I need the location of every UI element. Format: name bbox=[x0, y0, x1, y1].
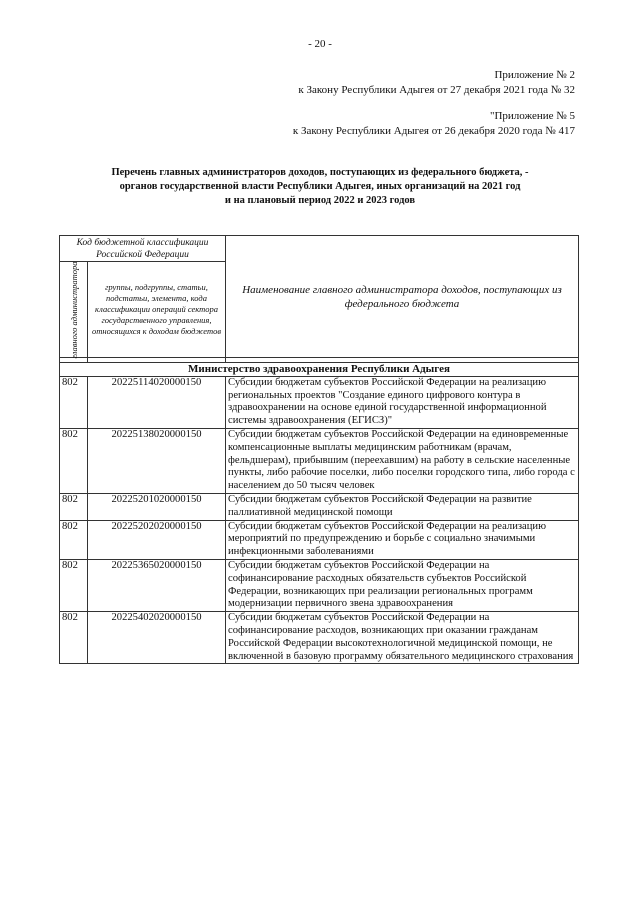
table-row bbox=[60, 559, 579, 611]
appendix-prior-title: "Приложение № 5 bbox=[489, 110, 575, 122]
income-code-cell: 20225114020000150 bbox=[88, 376, 226, 428]
admin-code-cell: 802 bbox=[60, 493, 88, 520]
header-types-column: группы, подгруппы, статьи, подстатьи, элемента, кода классификации операций сектора государственного управления, относящихся к доходам бюджетов bbox=[88, 262, 226, 358]
header-admin-cell bbox=[60, 262, 88, 358]
appendix-prior bbox=[293, 109, 575, 139]
admin-code-cell: 802 bbox=[60, 559, 88, 611]
table-row bbox=[60, 376, 579, 428]
income-name-cell: Субсидии бюджетам субъектов Российской Федерации на единовременные компенсационные выплаты медицинским работникам (врачам, фельдшерам), прибывшим (переехавшим) на работу в сельские населенные пункты, либо рабочие поселки, либо поселки городского типа, либо города с населением до 50 тысяч человек bbox=[226, 428, 579, 493]
document-title bbox=[60, 166, 580, 208]
document-title-line-2: органов государственной власти Республики Адыгея, иных организаций на 2021 год bbox=[119, 181, 521, 192]
admin-code-cell: 802 bbox=[60, 612, 88, 664]
income-code-cell: 20225402020000150 bbox=[88, 612, 226, 664]
income-code-cell: 20225365020000150 bbox=[88, 559, 226, 611]
income-code-cell: 20225202020000150 bbox=[88, 520, 226, 559]
income-code-cell: 20225138020000150 bbox=[88, 428, 226, 493]
table-row bbox=[60, 520, 579, 559]
header-admin-column: главного администратора bbox=[68, 260, 79, 359]
table-body bbox=[60, 376, 579, 664]
page-number: - 20 - bbox=[308, 38, 332, 50]
appendix-current-title: Приложение № 2 bbox=[494, 69, 575, 81]
income-name-cell: Субсидии бюджетам субъектов Российской Федерации на софинансирование расходов, возникающих при оказании гражданам Российской Федерации высокотехнологичной медицинской помощи, не включенной в базовую программу обязательного медицинского страхования bbox=[226, 612, 579, 664]
table-row bbox=[60, 612, 579, 664]
table-row bbox=[60, 493, 579, 520]
income-name-cell: Субсидии бюджетам субъектов Российской Федерации на развитие паллиативной медицинской помощи bbox=[226, 493, 579, 520]
admin-code-cell: 802 bbox=[60, 428, 88, 493]
appendix-current-law: к Закону Республики Адыгея от 27 декабря 2021 года № 32 bbox=[298, 84, 575, 96]
income-name-cell: Субсидии бюджетам субъектов Российской Федерации на реализацию региональных проектов "Создание единого цифрового контура в здравоохранении на основе единой государственной информационной системы здравоохранения (ЕГИСЗ)" bbox=[226, 376, 579, 428]
appendix-prior-law: к Закону Республики Адыгея от 26 декабря 2020 года № 417 bbox=[292, 125, 575, 137]
document-title-line-1: Перечень главных администраторов доходов, поступающих из федерального бюджета, - bbox=[111, 167, 529, 178]
header-kbk: Код бюджетной классификации Российской Федерации bbox=[60, 236, 226, 262]
section-title: Министерство здравоохранения Республики Адыгея bbox=[60, 363, 579, 377]
header-name-column: Наименование главного администратора доходов, поступающих из федерального бюджета bbox=[226, 236, 579, 358]
income-code-cell: 20225201020000150 bbox=[88, 493, 226, 520]
admin-code-cell: 802 bbox=[60, 520, 88, 559]
header-row-1 bbox=[60, 236, 579, 262]
administrators-table bbox=[59, 235, 579, 664]
admin-code-cell: 802 bbox=[60, 376, 88, 428]
document-title-line-3: и на плановый период 2022 и 2023 годов bbox=[224, 195, 416, 206]
section-row bbox=[60, 363, 579, 377]
appendix-current bbox=[298, 68, 575, 98]
table-row bbox=[60, 428, 579, 493]
income-name-cell: Субсидии бюджетам субъектов Российской Федерации на реализацию мероприятий по предупреждению и борьбе с социально значимыми инфекционными заболеваниями bbox=[226, 520, 579, 559]
income-name-cell: Субсидии бюджетам субъектов Российской Федерации на софинансирование расходных обязательств субъектов Российской Федерации, возникающих при реализации региональных программ модернизации первичного звена здравоохранения bbox=[226, 559, 579, 611]
